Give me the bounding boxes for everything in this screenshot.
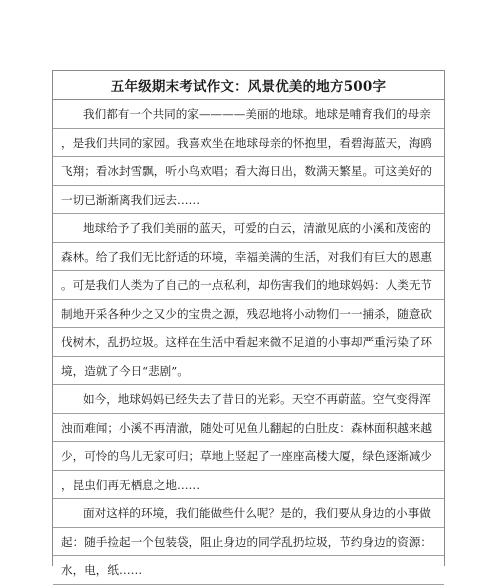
essay-line: 我们都有一个共同的家————美丽的地球。地球是哺育我们的母亲: [53, 100, 444, 129]
essay-line: 少，可怜的鸟儿无家可归；草地上竖起了一座座高楼大厦，绿色逐渐减少: [53, 442, 444, 471]
essay-line: ，昆虫们再无栖息之地……: [53, 471, 444, 500]
essay-body: [53, 100, 444, 585]
essay-line: 如今，地球妈妈已经失去了昔日的光彩。天空不再蔚蓝。空气变得浑: [53, 385, 444, 414]
essay-line: 水，电，纸……: [53, 556, 444, 585]
essay-line: 制地开采各种少之又少的宝贵之源，残忍地将小动物们一一捕杀，随意砍: [53, 300, 444, 329]
essay-line: 。可是我们人类为了自己的一点私利，却伤害我们的地球妈妈：人类无节: [53, 271, 444, 300]
essay-line: ，是我们共同的家园。我喜欢坐在地球母亲的怀抱里，看碧海蓝天，海鸥: [53, 129, 444, 158]
essay-line: 境，造就了今日“悲剧”。: [53, 357, 444, 386]
essay-line: 地球给予了我们美丽的蓝天，可爱的白云，清澈见底的小溪和茂密的: [53, 214, 444, 243]
essay-line: 浊而难闻；小溪不再清澈，随处可见鱼儿翻起的白肚皮：森林面积越来越: [53, 414, 444, 443]
essay-line: 面对这样的环境，我们能做些什么呢？是的，我们要从身边的小事做: [53, 499, 444, 528]
essay-line: 起：随手捡起一个包装袋，阻止身边的同学乱扔垃圾，节约身边的资源：: [53, 528, 444, 557]
essay-line: 飞翔；看冰封雪飘，听小鸟欢唱；看大海日出，数满天繁星。可这美好的: [53, 157, 444, 186]
essay-line: 森林。给了我们无比舒适的环境，幸福美满的生活，对我们有巨大的恩惠: [53, 243, 444, 272]
essay-line: 伐树木，乱扔垃圾。这样在生活中看起来微不足道的小事却严重污染了环: [53, 328, 444, 357]
essay-title: 五年级期末考试作文：风景优美的地方500字: [53, 71, 444, 100]
essay-line: 一切已渐渐离我们远去……: [53, 186, 444, 215]
essay-sheet: [52, 70, 445, 577]
